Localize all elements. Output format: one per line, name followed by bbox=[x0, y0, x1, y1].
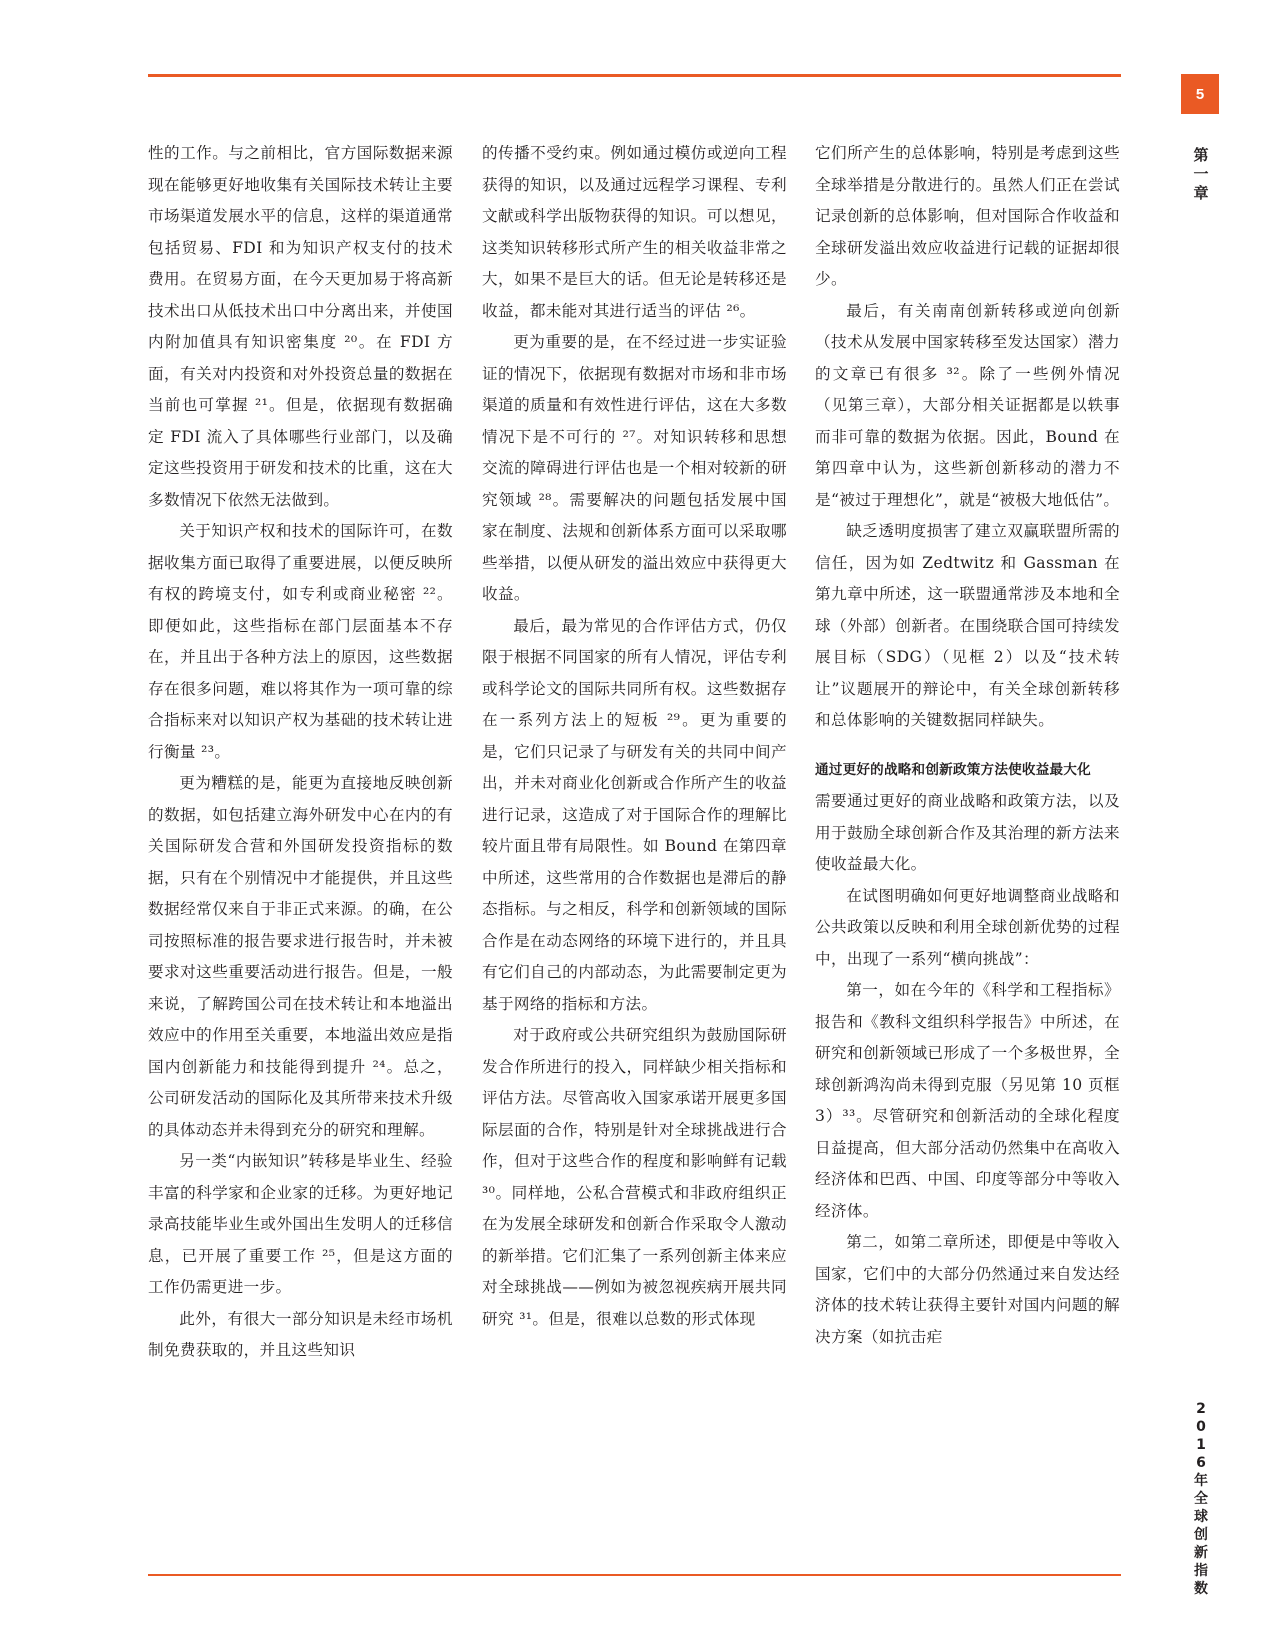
body-paragraph: 另一类“内嵌知识”转移是毕业生、经验丰富的科学家和企业家的迁移。为更好地记录高技能毕业生或外国出生发明人的迁移信息，已开展了重要工作 ²⁵，但是这方面的工作仍需更进一步。 bbox=[148, 1152, 453, 1296]
body-paragraph: 更为重要的是，在不经过进一步实证验证的情况下，依据现有数据对市场和非市场渠道的质量和有效性进行评估，这在大多数情况下是不可行的 ²⁷。对知识转移和思想交流的障碍进行评估也是一个相对较新的研究领域 ²⁸。需要解决的问题包括发展中国家在制度、法规和创新体系方面可以采取哪些举措，以便从研发的溢出效应中获得更大收益。 bbox=[482, 333, 787, 603]
page-number: 5 bbox=[1195, 85, 1205, 103]
body-paragraph: 最后，最为常见的合作评估方式，仍仅限于根据不同国家的所有人情况，评估专利或科学论文的国际共同所有权。这些数据存在一系列方法上的短板 ²⁹。更为重要的是，它们只记录了与研发有关的共同中间产出，并未对商业化创新或合作所产生的收益进行记录，这造成了对于国际合作的理解比较片面且带有局限性。如 Bound 在第四章中所述，这些常用的合作数据也是滞后的静态指标。与之相反，科学和创新领域的国际合作是在动态网络的环境下进行的，并且具有它们自己的内部动态，为此需要制定更为基于网络的指标和方法。 bbox=[482, 616, 787, 1013]
body-paragraph: 第一，如在今年的《科学和工程指标》报告和《教科文组织科学报告》中所述，在研究和创新领域已形成了一个多极世界，全球创新鸿沟尚未得到克服（另见第 10 页框 3）³³。尽管研究和创新活动的全球化程度日益提高，但大部分活动仍然集中在高收入经济体和巴西、中国、印度等部分中等收入经济体。 bbox=[815, 981, 1120, 1220]
footer-rule bbox=[148, 1574, 1121, 1576]
body-paragraph: 关于知识产权和技术的国际许可，在数据收集方面已取得了重要进展，以便反映所有权的跨境支付，如专利或商业秘密 ²²。即便如此，这些指标在部门层面基本不存在，并且出于各种方法上的原因，这些数据存在很多问题，难以将其作为一项可靠的综合指标来对以知识产权为基础的技术转让进行衡量 ²³。 bbox=[148, 522, 453, 761]
text-column-3 bbox=[815, 138, 1120, 1353]
page-number-tab bbox=[1181, 74, 1219, 114]
section-heading: 通过更好的战略和创新政策方法使收益最大化 bbox=[815, 761, 1091, 778]
body-paragraph: 第二，如第二章所述，即便是中等收入国家，它们中的大部分仍然通过来自发达经济体的技术转让获得主要针对国内问题的解决方案（如抗击疟 bbox=[815, 1233, 1120, 1346]
report-title-label: 2016年全球创新指数 bbox=[1194, 1401, 1208, 1597]
body-paragraph: 最后，有关南南创新转移或逆向创新（技术从发展中国家转移至发达国家）潜力的文章已有很多 ³²。除了一些例外情况（见第三章），大部分相关证据都是以轶事而非可靠的数据为依据。因此，Bound 在第四章中认为，这些新创新移动的潜力不是“被过于理想化”，就是“被极大地低估”。 bbox=[815, 301, 1120, 509]
body-paragraph: 的传播不受约束。例如通过模仿或逆向工程获得的知识，以及通过远程学习课程、专利文献或科学出版物获得的知识。可以想见，这类知识转移形式所产生的相关收益非常之大，如果不是巨大的话。但无论是转移还是收益，都未能对其进行适当的评估 ²⁶。 bbox=[482, 144, 787, 320]
text-column-2 bbox=[482, 138, 787, 1335]
header-rule bbox=[148, 74, 1121, 77]
text-column-1 bbox=[148, 138, 453, 1367]
body-paragraph: 需要通过更好的商业战略和政策方法，以及用于鼓励全球创新合作及其治理的新方法来使收益最大化。 bbox=[815, 792, 1120, 873]
body-paragraph: 此外，有很大一部分知识是未经市场机制免费获取的，并且这些知识 bbox=[148, 1309, 453, 1359]
chapter-label: 第一章 bbox=[1193, 146, 1209, 202]
body-paragraph: 缺乏透明度损害了建立双赢联盟所需的信任，因为如 Zedtwitz 和 Gassman 在第九章中所述，这一联盟通常涉及本地和全球（外部）创新者。在围绕联合国可持续发展目标（SDG）（见框 2）以及“技术转让”议题展开的辩论中，有关全球创新转移和总体影响的关键数据同样缺失。 bbox=[815, 522, 1120, 729]
body-paragraph: 性的工作。与之前相比，官方国际数据来源现在能够更好地收集有关国际技术转让主要市场渠道发展水平的信息，这样的渠道通常包括贸易、FDI 和为知识产权支付的技术费用。在贸易方面，在今天更加易于将高新技术出口从低技术出口中分离出来，并使国内附加值具有知识密集度 ²⁰。在 FDI 方面，有关对内投资和对外投资总量的数据在当前也可掌握 ²¹。但是，依据现有数据确定 FDI 流入了具体哪些行业部门，以及确定这些投资用于研发和技术的比重，这在大多数情况下依然无法做到。 bbox=[148, 144, 453, 509]
body-paragraph: 在试图明确如何更好地调整商业战略和公共政策以反映和利用全球创新优势的过程中，出现了一系列“横向挑战”： bbox=[815, 886, 1120, 968]
body-paragraph: 它们所产生的总体影响，特别是考虑到这些全球举措是分散进行的。虽然人们正在尝试记录创新的总体影响，但对国际合作收益和全球研发溢出效应收益进行记载的证据却很少。 bbox=[815, 144, 1120, 288]
body-paragraph: 对于政府或公共研究组织为鼓励国际研发合作所进行的投入，同样缺少相关指标和评估方法。尽管高收入国家承诺开展更多国际层面的合作，特别是针对全球挑战进行合作，但对于这些合作的程度和影响鲜有记载 ³⁰。同样地，公私合营模式和非政府组织正在为发展全球研发和创新合作采取令人激动的新举措。它们汇集了一系列创新主体来应对全球挑战——例如为被忽视疾病开展共同研究 ³¹。但是，很难以总数的形式体现 bbox=[482, 1026, 787, 1328]
body-paragraph: 更为糟糕的是，能更为直接地反映创新的数据，如包括建立海外研发中心在内的有关国际研发合营和外国研发投资指标的数据，只有在个别情况中才能提供，并且这些数据经常仅来自于非正式来源。的确，在公司按照标准的报告要求进行报告时，并未被要求对这些重要活动进行报告。但是，一般来说，了解跨国公司在技术转让和本地溢出效应中的作用至关重要，本地溢出效应是指国内创新能力和技能得到提升 ²⁴。总之，公司研发活动的国际化及其所带来技术升级的具体动态并未得到充分的研究和理解。 bbox=[148, 774, 453, 1139]
